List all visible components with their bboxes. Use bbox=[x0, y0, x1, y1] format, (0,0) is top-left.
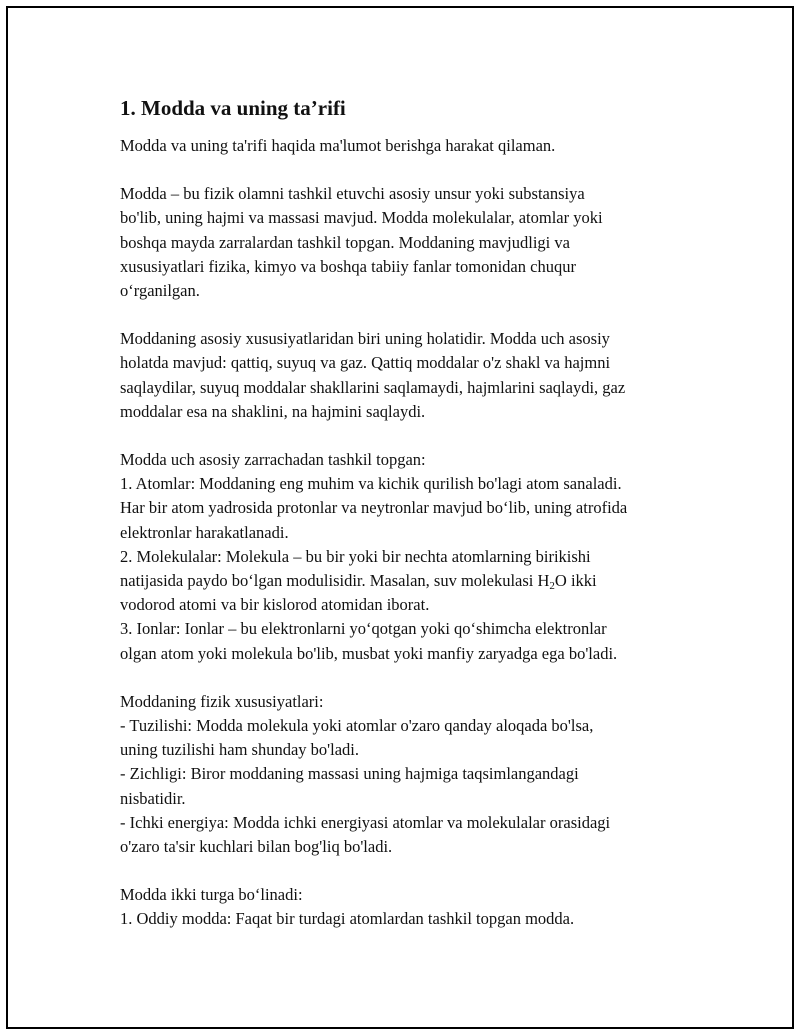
molecules-item-line bbox=[120, 569, 700, 593]
structure-item-line: uning tuzilishi ham shunday bo'ladi. bbox=[120, 740, 359, 760]
intro-line: Modda va uning ta'rifi haqida ma'lumot berishga harakat qilaman. bbox=[120, 136, 556, 155]
definition-line: o‘rganilgan. bbox=[120, 281, 200, 301]
energy-item-line: o'zaro ta'sir kuchlari bilan bog'liq bo'ladi. bbox=[120, 837, 393, 857]
atoms-item-line: 1. Atomlar: Moddaning eng muhim va kichik qurilish bo'lagi atom sanaladi. bbox=[120, 474, 622, 494]
page-frame bbox=[6, 6, 794, 1029]
states-line: Moddaning asosiy xususiyatlaridan biri uning holatidir. Modda uch asosiy bbox=[120, 329, 610, 349]
definition-line: boshqa mayda zarralardan tashkil topgan. Moddaning mavjudligi va bbox=[120, 232, 570, 252]
states-line: moddalar esa na shaklini, na hajmini saqlaydi. bbox=[120, 401, 426, 421]
definition-line: bo'lib, uning hajmi va massasi mavjud. Modda molekulalar, atomlar yoki bbox=[120, 208, 603, 228]
molecules-text-after: O ikki bbox=[554, 571, 597, 591]
simple-substance-item: 1. Oddiy modda: Faqat bir turdagi atomlardan tashkil topgan modda. bbox=[120, 909, 575, 929]
molecules-item-line: 2. Molekulalar: Molekula – bu bir yoki bir nechta atomlarning birikishi bbox=[120, 546, 591, 566]
density-item-line: nisbatidir. bbox=[120, 788, 186, 808]
page-title: 1. Modda va uning ta’rifi bbox=[120, 96, 346, 120]
definition-line: xususiyatlari fizika, kimyo va boshqa tabiiy fanlar tomonidan chuqur bbox=[120, 256, 576, 276]
atoms-item-line: Har bir atom yadrosida protonlar va neytronlar mavjud bo‘lib, uning atrofida bbox=[120, 498, 628, 518]
states-line: holatda mavjud: qattiq, suyuq va gaz. Qattiq moddalar o'z shakl va hajmni bbox=[120, 353, 611, 373]
molecules-item-line: vodorod atomi va bir kislorod atomidan iborat. bbox=[120, 595, 430, 615]
definition-line: Modda – bu fizik olamni tashkil etuvchi asosiy unsur yoki substansiya bbox=[120, 184, 585, 204]
molecules-text-before: natijasida paydo bo‘lgan modulisidir. Masalan, suv molekulasi H bbox=[120, 571, 550, 591]
physical-properties-section bbox=[120, 690, 700, 859]
ions-item-line: olgan atom yoki molekula bo'lib, musbat yoki manfiy zaryadga ega bo'ladi. bbox=[120, 643, 618, 663]
definition-paragraph bbox=[120, 182, 700, 303]
states-paragraph bbox=[120, 327, 700, 424]
states-line: saqlaydilar, suyuq moddalar shakllarini saqlamaydi, hajmlarini saqlaydi, gaz bbox=[120, 377, 626, 397]
structure-item-line: - Tuzilishi: Modda molekula yoki atomlar o'zaro qanday aloqada bo'lsa, bbox=[120, 716, 594, 736]
particles-section bbox=[120, 448, 700, 666]
types-section bbox=[120, 883, 700, 931]
particles-heading: Modda uch asosiy zarrachadan tashkil topgan: bbox=[120, 450, 426, 470]
ions-item-line: 3. Ionlar: Ionlar – bu elektronlarni yo‘qotgan yoki qo‘shimcha elektronlar bbox=[120, 619, 607, 639]
types-heading: Modda ikki turga bo‘linadi: bbox=[120, 885, 303, 905]
energy-item-line: - Ichki energiya: Modda ichki energiyasi atomlar va molekulalar orasidagi bbox=[120, 812, 611, 832]
physical-heading: Moddaning fizik xususiyatlari: bbox=[120, 691, 324, 711]
document-body bbox=[120, 94, 700, 956]
density-item-line: - Zichligi: Biror moddaning massasi uning hajmiga taqsimlangandagi bbox=[120, 764, 579, 784]
water-formula-subscript: 2 bbox=[549, 580, 555, 593]
intro-paragraph bbox=[120, 134, 700, 158]
atoms-item-line: elektronlar harakatlanadi. bbox=[120, 522, 289, 542]
